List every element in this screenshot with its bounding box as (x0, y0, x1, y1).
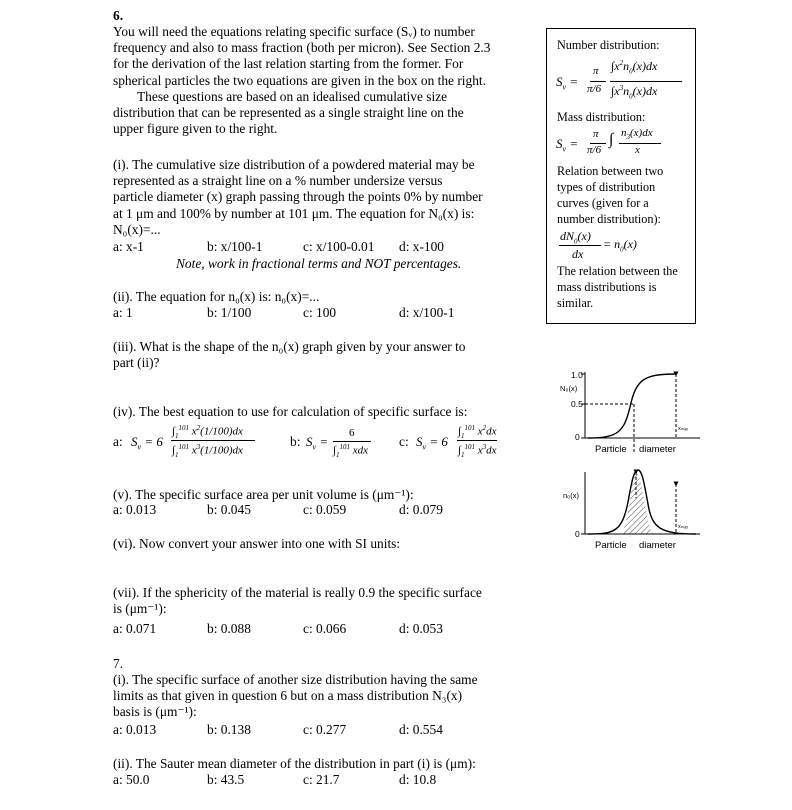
answer-c[interactable]: c: 0.277 (303, 722, 347, 737)
integral-sign: ∫ (609, 131, 614, 148)
answer-b[interactable] (290, 434, 300, 450)
cumulative-curve (588, 374, 676, 438)
question-line: limits as that given in question 6 but on a mass distribution N₃(x) (113, 688, 463, 704)
pi-over-6: π/6 (587, 83, 602, 95)
answer-c[interactable] (399, 434, 409, 450)
note: Note, work in fractional terms and NOT percentages. (176, 256, 462, 271)
mass-relation-line: mass distributions is (557, 280, 657, 294)
y-axis-label: n₀(x) (563, 491, 580, 500)
pi-over-6: π/6 (587, 144, 602, 156)
question-6-intro (113, 24, 533, 137)
answer-c-label: c: (399, 434, 409, 449)
answer-b[interactable]: b: 1/100 (207, 305, 252, 320)
answer-b[interactable]: b: 0.138 (207, 722, 251, 737)
intro-line: These questions are based on an idealised cumulative size (137, 88, 448, 104)
frequency-distribution-figure (548, 462, 708, 544)
intro-line: spherical particles the two equations are given in the box on the right. (113, 72, 486, 88)
question-line: (iii). What is the shape of the n₀(x) graph given by your answer to (113, 339, 466, 354)
fraction-bar (610, 81, 682, 82)
answer-d[interactable]: d: x-100 (399, 239, 445, 254)
pi-symbol: π (593, 65, 599, 77)
number-formula-denominator: $\int x^3n_0(x)dx$ (611, 84, 658, 101)
derivative-denominator: dx (572, 247, 584, 261)
tick-label-05: 0.5 (571, 399, 583, 409)
intro-line: distribution that can be represented as a single straight line on the (113, 105, 464, 121)
formula-c-lhs: $S_v = 6$ (416, 434, 448, 452)
answer-b[interactable]: b: 43.5 (207, 772, 245, 787)
mass-formula-numerator: $n_3(x)dx$ (621, 127, 653, 142)
answer-c[interactable]: c: 100 (303, 305, 337, 320)
derivative-numerator: $dN_0(x)$ (560, 229, 591, 246)
formula-a-lhs: $S_v = 6$ (131, 434, 163, 452)
part-vii-question (113, 585, 533, 617)
part-i-question (113, 157, 533, 238)
answer-a[interactable]: a: 0.013 (113, 722, 157, 737)
answer-a[interactable]: a: 1 (113, 305, 133, 320)
question-7-number: 7. (113, 656, 124, 671)
answer-a[interactable] (113, 434, 123, 450)
answer-b[interactable]: b: x/100-1 (207, 239, 263, 254)
relation-line: Relation between two (557, 164, 664, 178)
question-line: particle diameter (x) graph passing through the points 0% by number (113, 189, 483, 205)
answer-a-label: a: (113, 434, 123, 449)
answer-a[interactable]: a: 0.071 (113, 621, 157, 636)
fraction-bar (590, 81, 606, 82)
fraction-bar (559, 245, 601, 246)
answer-d[interactable]: d: 0.079 (399, 502, 443, 517)
tick-label-0: 0 (575, 432, 580, 442)
answer-a[interactable]: a: 0.013 (113, 502, 157, 517)
formula-b-numerator: 6 (349, 427, 355, 439)
answer-c[interactable]: c: 0.066 (303, 621, 347, 636)
x-axis-label-left: Particle (595, 444, 627, 455)
question-6-number: 6. (113, 8, 124, 23)
formula-b-denominator: $\int_1^{101}$ xdx (333, 443, 369, 459)
x-axis-label-left: Particle (595, 540, 627, 551)
intro-line: You will need the equations relating specific surface (Sᵥ) to number (113, 24, 475, 39)
intro-line: frequency and also to mass fraction (both per micron). See Section 2.3 (113, 40, 491, 56)
answer-c[interactable]: c: x/100-0.01 (303, 239, 375, 254)
number-formula-numerator: $\int x^2n_0(x)dx$ (611, 59, 658, 76)
intro-line: for the derivation of the last relation starting from the former. For (113, 56, 464, 72)
x-symbol: x (635, 144, 640, 156)
answer-d[interactable]: d: 10.8 (399, 772, 437, 787)
number-distribution-title: Number distribution: (557, 38, 660, 52)
tick-label-1: 1.0 (571, 370, 583, 380)
relation-line: number distribution): (557, 212, 661, 226)
x-axis-label-right: diameter (639, 540, 676, 551)
q7-part-i-question (113, 672, 533, 721)
question-line: (vii). If the sphericity of the material is really 0.9 the specific surface (113, 585, 482, 600)
question-line: at 1 μm and 100% by number at 101 μm. The equation for N₀(x) is: (113, 205, 475, 221)
fraction-bar (619, 143, 661, 144)
answer-d[interactable]: d: 0.053 (399, 621, 443, 636)
question-line: (i). The cumulative size distribution of a powdered material may be (113, 157, 475, 172)
q7-part-ii-question: (ii). The Sauter mean diameter of the distribution in part (i) is (μm): (113, 756, 476, 771)
derivative-rhs: = $n_0(x)$ (603, 237, 637, 254)
pi-symbol: π (593, 128, 599, 140)
question-line: part (ii)? (113, 355, 160, 371)
part-ii-question: (ii). The equation for n₀(x) is: n₀(x)=... (113, 289, 320, 304)
mass-relation-line: similar. (557, 296, 594, 310)
part-iv-question: (iv). The best equation to use for calculation of specific surface is: (113, 404, 468, 419)
xmax-label: xₘₐₓ (678, 524, 689, 530)
relation-line: types of distribution (557, 180, 656, 194)
answer-b-label: b: (290, 434, 301, 449)
question-line: is (μm⁻¹): (113, 601, 167, 617)
part-iii-question (113, 339, 533, 371)
answer-d[interactable]: d: x/100-1 (399, 305, 455, 320)
answer-c[interactable]: c: 21.7 (303, 772, 340, 787)
formula-b-lhs: $S_v$ = (306, 434, 329, 452)
fraction-bar (171, 440, 255, 441)
part-v-question: (v). The specific surface area per unit volume is (μm⁻¹): (113, 487, 414, 502)
formula-a-numerator: $\int_1^{101}$ $x^2(1/100)dx$ (172, 424, 243, 440)
x-axis-label-right: diameter (639, 444, 676, 455)
tick-label-0: 0 (575, 529, 580, 539)
formula-c-numerator: $\int_1^{101}$ $x^2dx$ (458, 424, 497, 440)
sv-symbol: $S_v$ = (556, 74, 579, 92)
answer-c[interactable]: c: 0.059 (303, 502, 347, 517)
question-line: basis is (μm⁻¹): (113, 704, 197, 720)
question-line: N₀(x)=... (113, 221, 161, 237)
mass-relation-line: The relation between the (557, 264, 678, 278)
fraction-bar (457, 440, 497, 441)
intro-line: upper figure given to the right. (113, 121, 278, 137)
equations-box (546, 28, 696, 324)
y-axis-label: N₀(x) (560, 384, 578, 393)
sv-symbol: $S_v$ = (556, 136, 579, 154)
formula-c-denominator: $\int_1^{101}$ $x^3dx$ (458, 443, 497, 459)
answer-b[interactable]: b: 0.088 (207, 621, 251, 636)
area-under-curve (620, 474, 654, 534)
answer-a[interactable]: a: x-1 (113, 239, 144, 254)
part-vi-question: (vi). Now convert your answer into one with SI units: (113, 536, 401, 551)
mass-distribution-title: Mass distribution: (557, 110, 646, 124)
question-line: (i). The specific surface of another size distribution having the same (113, 672, 478, 687)
xmax-label: xₘₐₓ (678, 426, 689, 432)
fraction-bar (333, 441, 371, 442)
answer-b[interactable]: b: 0.045 (207, 502, 251, 517)
question-line: represented as a straight line on a % number undersize versus (113, 173, 443, 189)
answer-d[interactable]: d: 0.554 (399, 722, 443, 737)
answer-a[interactable]: a: 50.0 (113, 772, 150, 787)
relation-line: curves (given for a (557, 196, 649, 210)
formula-a-denominator: $\int_1^{101}$ $x^3(1/100)dx$ (172, 443, 243, 459)
